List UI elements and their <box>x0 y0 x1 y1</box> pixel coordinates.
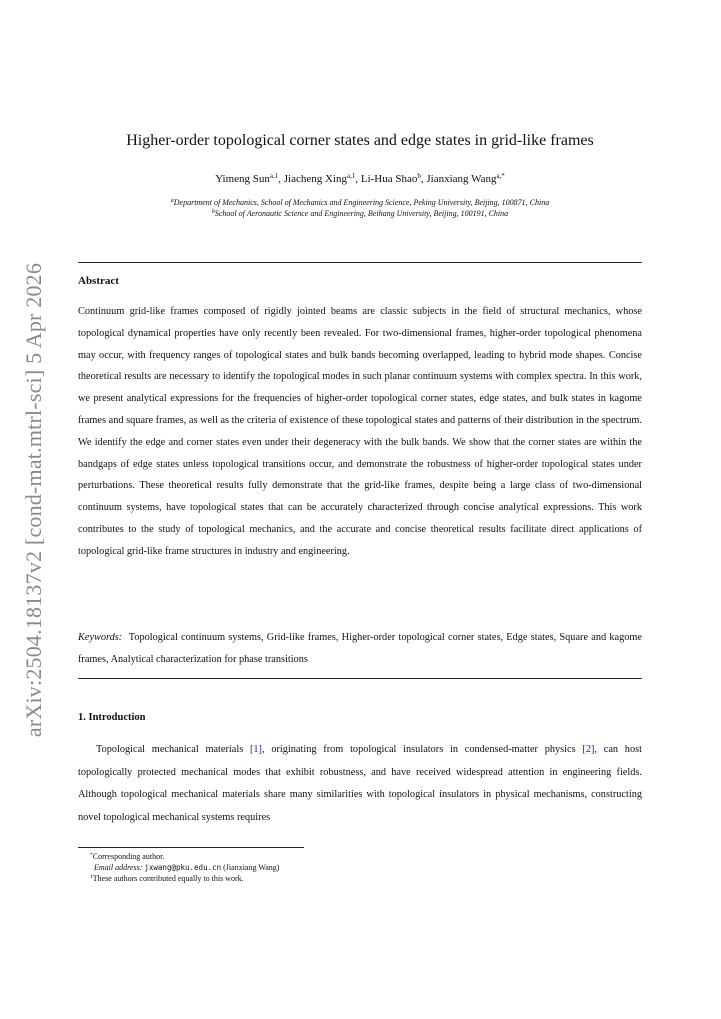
section-heading-introduction: 1. Introduction <box>78 712 146 723</box>
abstract-text: Continuum grid-like frames composed of rigidly jointed beams are classic subjects in the field of structural mechanics, whose topological dynamical properties have only recently been revealed. For two-dimensional frames, higher-order topological phenomena may occur, with frequency ranges of topological states and bulk bands becoming overlapped, leading to hybrid mode shapes. Concise theoretical results are necessary to identify the topological modes in such planar continuum systems with complex spectra. In this work, we present analytical expressions for the frequencies of higher-order topological corner states, edge states, and bulk states in kagome frames and square frames, as well as the criteria of existence of these topological states and patterns of their distribution in the spectrum. We identify the edge and corner states even under their degeneracy with the bulk bands. We show that the corner states are within the bandgaps of edge states unless topological transitions occur, and demonstrate the robustness of higher-order topological states under perturbations. These theoretical results fully demonstrate that the grid-like frames, despite being a large class of two-dimensional continuum systems, have topological states that can be accurately characterized through concise analytical expressions. This work contributes to the study of topological mechanics, and the accurate and concise theoretical results facilitate direct applications of topological grid-like frame structures in industry and engineering. <box>78 306 642 557</box>
abstract-top-rule <box>78 262 642 263</box>
footnote-rule <box>78 847 304 848</box>
paper-title: Higher-order topological corner states and edge states in grid-like frames <box>126 132 594 149</box>
abstract-bottom-rule <box>78 678 642 679</box>
abstract-heading: Abstract <box>78 275 119 287</box>
author: Li-Hua Shao$^b$, <box>360 172 427 185</box>
affiliation-b: $^b$School of Aeronautic Science and Engineering, Beihang University, Beijing, 100191, China <box>211 209 509 218</box>
footnote-email: Email address: jxwang@pku.edu.cn (Jianxiang Wang) <box>94 863 280 872</box>
keywords <box>78 627 642 671</box>
author-affiliation-mark: a,1 <box>346 172 356 180</box>
author-affiliation-mark: b <box>417 172 421 180</box>
author: Jiacheng Xing$^{a,1}$, <box>283 172 361 185</box>
introduction-paragraph: Topological mechanical materials [1], originating from topological insulators in condensed-matter physics [2], can host topologically protected mechanical modes that exhibit robustness, and have received widespread attention in engineering fields. Although topological mechanical materials share many similarities with topological insulators in physical mechanisms, constructing novel topological mechanical systems requires <box>78 744 642 823</box>
keywords-text: Topological continuum systems, Grid-like frames, Higher-order topological corner states, Edge states, Square and kagome frames, Analytical characterization for phase transitions <box>78 632 642 665</box>
author: Jianxiang Wang$^{a,*}$ <box>426 172 505 185</box>
footnote-corresponding: *Corresponding author. <box>90 852 165 861</box>
email-address[interactable]: jxwang@pku.edu.cn <box>144 863 222 872</box>
keywords-label: Keywords: <box>78 632 123 643</box>
footnote-equal-contribution: $^1$These authors contributed equally to this work. <box>90 874 244 883</box>
footnotes <box>90 851 279 884</box>
author-list <box>78 172 642 186</box>
affiliation-a: $^a$Department of Mechanics, School of Mechanics and Engineering Science, Peking University, Beijing, 100871, China <box>170 198 550 207</box>
author-affiliation-mark: a,1 <box>269 172 279 180</box>
citation-link-2[interactable]: [2] <box>582 744 595 755</box>
citation-link-1[interactable]: [1] <box>249 744 262 755</box>
arxiv-identifier-stamp[interactable]: arXiv:2504.18137v2 [cond-mat.mtrl-sci] 5 Apr 2026 <box>21 262 46 738</box>
affiliations <box>78 197 642 219</box>
author: Yimeng Sun$^{a,1}$, <box>215 172 284 185</box>
author-affiliation-mark: a,* <box>496 172 505 180</box>
